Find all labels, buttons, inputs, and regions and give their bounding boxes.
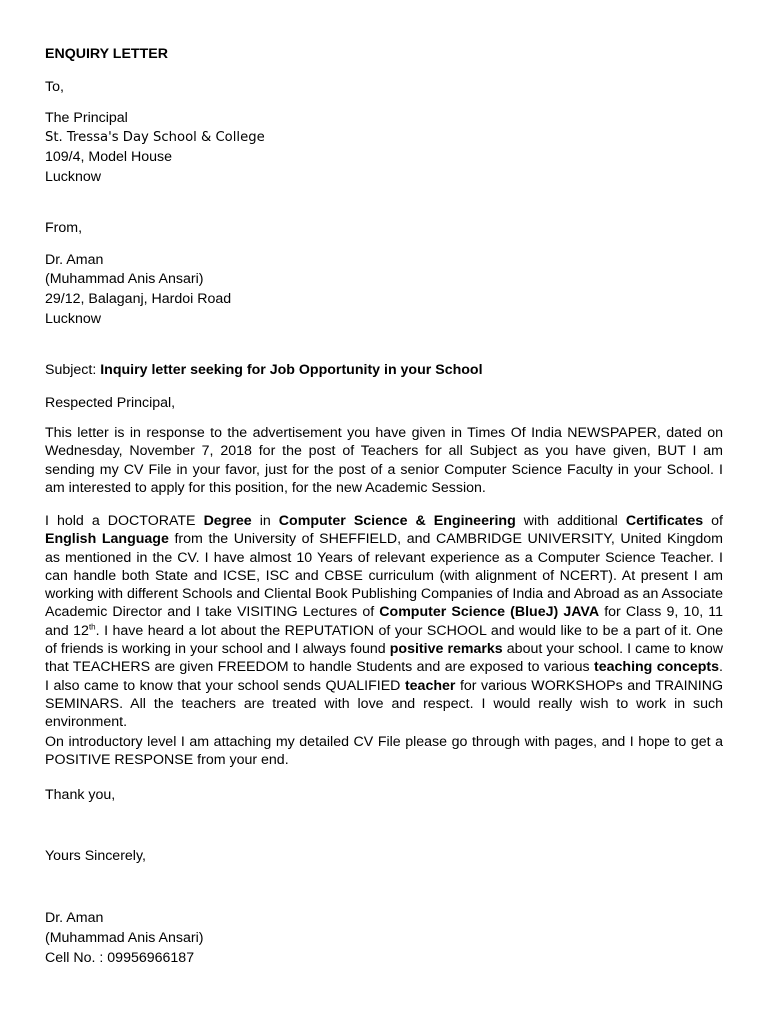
- emphasis-text: Degree: [203, 513, 252, 529]
- body-paragraph-3: On introductory level I am attaching my detailed CV File please go through with pages, and I hope to get a POSITIVE RESPONSE from your end.: [45, 734, 723, 769]
- subject-line: [45, 360, 483, 380]
- emphasis-text: Computer Science & Engineering: [278, 513, 516, 529]
- sender-fullname: (Muhammad Anis Ansari): [45, 271, 204, 287]
- emphasis-text: Certificates: [625, 513, 704, 529]
- sender-name: Dr. Aman: [45, 252, 104, 268]
- signature-name: Dr. Aman: [45, 910, 104, 926]
- recipient-school: St. Tressa's Day School & College: [45, 130, 265, 145]
- recipient-title: The Principal: [45, 110, 128, 126]
- recipient-address: 109/4, Model House: [45, 149, 172, 165]
- to-salutation: To,: [45, 79, 64, 95]
- body-paragraph-1: This letter is in response to the advertisement you have given in Times Of India NEWSPAPER, dated on Wednesday, November 7, 2018 for the post of Teachers for all Subject as you have given, BUT I am sending my CV File in your favor, just for the post of a senior Computer Science Faculty in your School. I am interested to apply for this position, for the new Academic Session.: [45, 425, 723, 496]
- from-salutation: From,: [45, 220, 83, 236]
- body-text: for Class 9, 10, 11 and 12: [45, 604, 723, 639]
- thanks-line: Thank you,: [45, 787, 116, 803]
- letter-heading: ENQUIRY LETTER: [45, 46, 168, 62]
- signature-phone: Cell No. : 09956966187: [45, 950, 195, 966]
- greeting: Respected Principal,: [45, 395, 176, 411]
- body-text: for various WORKSHOPs and TRAINING SEMINARS. All the teachers are treated with love and respect. I would really wish to work in such environment.: [45, 677, 723, 731]
- subject-text: Inquiry letter seeking for Job Opportunity in your School: [100, 362, 483, 378]
- emphasis-text: positive remarks: [389, 641, 503, 658]
- body-text: I hold a DOCTORATE: [45, 513, 204, 529]
- recipient-city: Lucknow: [45, 169, 101, 185]
- emphasis-text: teaching concepts: [594, 659, 720, 676]
- body-text: of: [703, 513, 723, 529]
- body-paragraph-2: [45, 512, 723, 732]
- emphasis-text: teacher: [404, 677, 456, 694]
- sender-city: Lucknow: [45, 311, 101, 327]
- sender-address: 29/12, Balaganj, Hardoi Road: [45, 291, 232, 307]
- body-text: . I have heard a lot about the REPUTATION of your SCHOOL and would like to be a part of it. One of friends is working in your school and I always found: [45, 622, 723, 658]
- subject-label: Subject:: [45, 362, 101, 378]
- body-text: about your school. I came to know that TEACHERS are given FREEDOM to handle Students and are exposed to various: [45, 641, 724, 676]
- body-text: in: [251, 513, 279, 529]
- body-text: . I also came to know that your school sends QUALIFIED: [45, 659, 723, 694]
- emphasis-text: English Language: [45, 531, 169, 548]
- emphasis-text: Computer Science (BlueJ) JAVA: [379, 604, 600, 621]
- body-text: from the University of SHEFFIELD, and CAMBRIDGE UNIVERSITY, United Kingdom as mentioned in the CV. I have almost 10 Years of relevant experience as a Computer Science Teacher. I can handle both State and ICSE, ISC and CBSE curriculum (with alignment of NCERT). At present I am working with different Schools and Cliental Book Publishing Companies of India and Abroad as an Associate Academic Director and I take VISITING Lectures of: [45, 531, 723, 621]
- signature-fullname: (Muhammad Anis Ansari): [45, 930, 204, 946]
- closing-line: Yours Sincerely,: [45, 848, 146, 864]
- body-text: with additional: [515, 513, 626, 529]
- body-text: th: [88, 622, 96, 632]
